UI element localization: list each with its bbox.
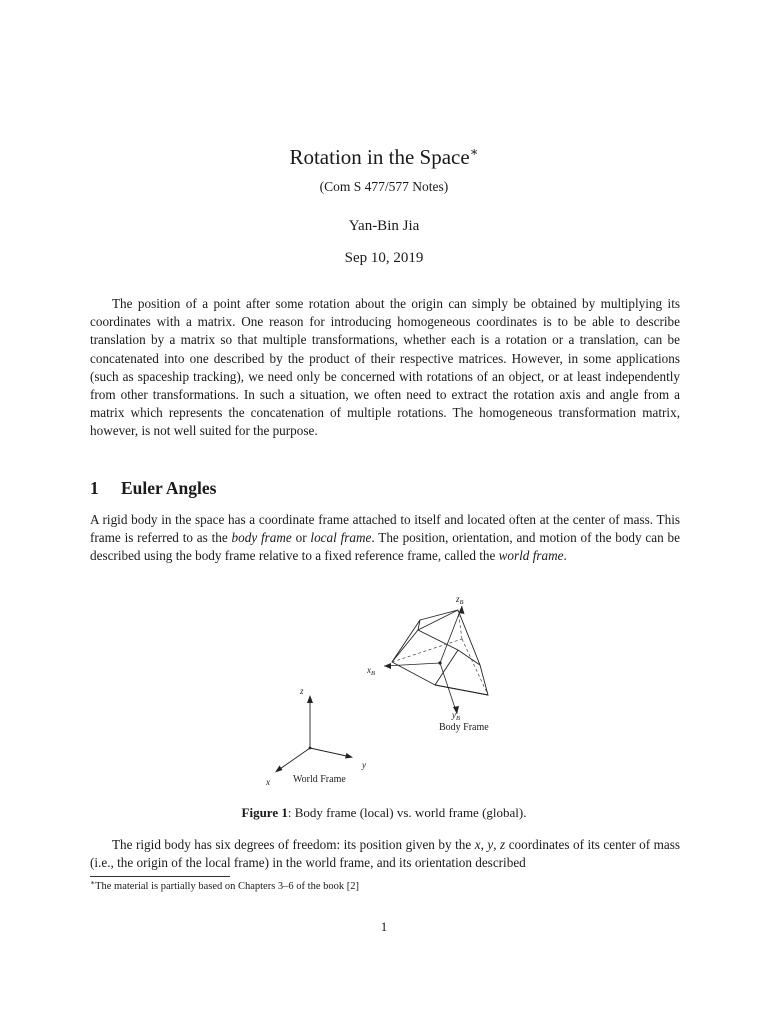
zb-arrowhead	[459, 606, 465, 614]
polyhedron-edge	[418, 610, 458, 630]
body-axes	[384, 606, 462, 714]
dof-paragraph	[90, 836, 680, 872]
section-number: 1	[90, 478, 99, 498]
footnote	[90, 880, 680, 894]
world-y-axis	[310, 748, 351, 757]
figure-1	[240, 590, 530, 790]
term-local-frame: local frame	[310, 530, 372, 546]
world-y-label: y	[362, 760, 366, 770]
world-x-axis	[277, 748, 310, 771]
xb-label: $x_B$	[367, 665, 375, 677]
figure-caption	[0, 804, 768, 822]
hidden-edge	[392, 639, 462, 662]
polyhedron-edge	[392, 630, 418, 662]
body-frame-label: Body Frame	[439, 722, 489, 733]
author-name: Yan-Bin Jia	[348, 218, 420, 234]
euler-paragraph	[90, 511, 680, 566]
zb-axis	[440, 606, 462, 663]
title-text: Rotation in the Space	[289, 145, 470, 169]
course-name: (Com S 477/577 Notes)	[319, 179, 449, 194]
world-x-arrowhead	[275, 766, 283, 773]
polyhedron-edge	[435, 650, 458, 685]
footnote-mark: ∗	[90, 878, 96, 887]
hidden-edge	[462, 639, 488, 695]
world-frame-label: World Frame	[293, 774, 346, 785]
caption-text: : Body frame (local) vs. world frame (global).	[287, 805, 527, 820]
var-x: x	[474, 837, 481, 852]
world-z-arrowhead	[307, 695, 313, 703]
dof-sep-2: ,	[493, 837, 501, 852]
world-axes	[277, 697, 351, 771]
body-origin	[438, 661, 441, 664]
polyhedron-edge	[435, 685, 488, 695]
zb-label: $z_B$	[456, 594, 464, 606]
term-world-frame: world frame	[498, 548, 564, 564]
world-arrowheads	[275, 695, 353, 773]
var-y: y	[487, 837, 494, 852]
page-number: 1	[380, 919, 388, 934]
yb-label: $y_B$	[452, 710, 460, 722]
frames-diagram	[240, 590, 530, 790]
footnote-rule	[90, 876, 230, 877]
body-arrowheads	[384, 606, 465, 714]
var-z: z	[500, 837, 506, 852]
section-title: Euler Angles	[121, 478, 217, 498]
euler-text-3: . The position, orientation, and motion of the body can be described using the body frame relative to a fixed reference frame, called the	[90, 530, 681, 564]
footnote-text: The material is partially based on Chapters 3–6 of the book [2]	[95, 881, 359, 892]
caption-label: Figure 1	[241, 805, 288, 820]
world-y-arrowhead	[345, 753, 353, 759]
polyhedron-body	[392, 610, 488, 695]
dof-sep-1: ,	[480, 837, 488, 852]
dof-text-1: The rigid body has six degrees of freedom: its position given by the	[112, 837, 475, 852]
paper-date: Sep 10, 2019	[344, 250, 424, 266]
polyhedron-outline	[392, 610, 488, 695]
world-z-label: z	[300, 686, 304, 696]
euler-text-2: or	[291, 530, 311, 546]
dof-text-2: coordinates of its center of mass (i.e., the origin of the local frame) in the world frame, and its orientation described	[90, 837, 681, 871]
euler-text-4: .	[563, 548, 567, 564]
euler-text-1: A rigid body in the space has a coordinate frame attached to itself and located often at the center of mass. This frame is referred to as the	[90, 512, 680, 546]
title-footnote-mark: ∗	[469, 144, 479, 159]
term-body-frame: body frame	[231, 530, 292, 546]
xb-axis	[384, 663, 440, 666]
xb-arrowhead	[384, 663, 391, 669]
world-origin	[309, 747, 312, 750]
paper-title	[0, 143, 768, 171]
intro-paragraph: The position of a point after some rotation about the origin can simply be obtained by multiplying its coordinates with a matrix. One reason for introducing homogeneous coordinates is to be able to describe translation by a matrix so that multiple transformations, whether each is a rotation or a translation, can be concatenated into one described by the product of their respective matrices. However, in some applications (such as spaceship tracking), we need only be concerned with rotations of an object, or at least independently from other transformations. In such a situation, we often need to extract the rotation axis and angle from a matrix which represents the concatenation of multiple rotations. The homogeneous transformation matrix, however, is not well suited for the purpose.	[90, 296, 680, 439]
hidden-edges	[392, 610, 488, 695]
section-heading	[90, 476, 216, 500]
world-x-label: x	[266, 777, 270, 787]
